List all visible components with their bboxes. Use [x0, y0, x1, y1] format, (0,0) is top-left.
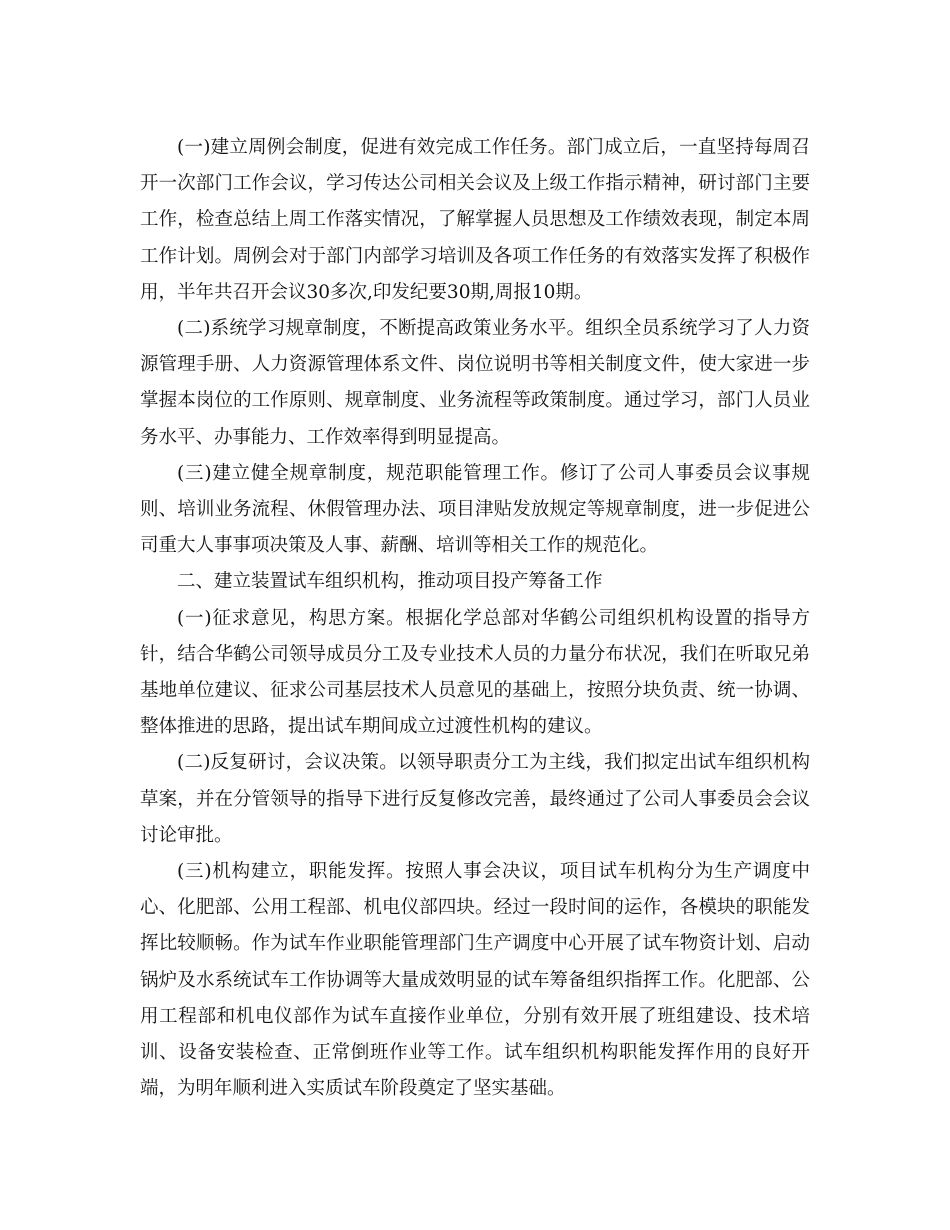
paragraph-improve-regulations: (三)建立健全规章制度，规范职能管理工作。修订了公司人事委员会议事规则、培训业务流程、休假管理办法、项目津贴发放规定等规章制度，进一步促进公司重大人事事项决策及人事、薪酬、培训等相关工作的规范化。 — [140, 462, 810, 557]
paragraph-weekly-meeting: (一)建立周例会制度，促进有效完成工作任务。部门成立后，一直坚持每周召开一次部门工作会议，学习传达公司相关会议及上级工作指示精神，研讨部门主要工作，检查总结上周工作落实情况，了解掌握人员思想及工作绩效表现，制定本周工作计划。周例会对于部门内部学习培训及各项工作任务的有效落实发挥了积极作用，半年共召开会议30多次,印发纪要30期,周报10期。 — [140, 137, 810, 303]
paragraph-solicit-opinions: (一)征求意见，构思方案。根据化学总部对华鹤公司组织机构设置的指导方针，结合华鹤公司领导成员分工及专业技术人员的力量分布状况，我们在听取兄弟基地单位建议、征求公司基层技术人员意见的基础上，按照分块负责、统一协调、整体推进的思路，提出试车期间成立过渡性机构的建议。 — [140, 607, 810, 738]
paragraph-organization-established: (三)机构建立，职能发挥。按照人事会决议，项目试车机构分为生产调度中心、化肥部、公用工程部、机电仪部四块。经过一段时间的运作，各模块的职能发挥比较顺畅。作为试车作业职能管理部门生产调度中心开展了试车物资计划、启动锅炉及水系统试车工作协调等大量成效明显的试车筹备组织指挥工作。化肥部、公用工程部和机电仪部作为试车直接作业单位，分别有效开展了班组建设、技术培训、设备安装检查、正常倒班作业等工作。试车组织机构职能发挥作用的良好开端，为明年顺利进入实质试车阶段奠定了坚实基础。 — [140, 861, 810, 1100]
section-heading-trial-organization: 二、建立装置试车组织机构，推动项目投产筹备工作 — [177, 571, 603, 593]
document-body — [140, 130, 810, 1107]
paragraph-study-regulations: (二)系统学习规章制度，不断提高政策业务水平。组织全员系统学习了人力资源管理手册、人力资源管理体系文件、岗位说明书等相关制度文件，使大家进一步掌握本岗位的工作原则、规章制度、业务流程等政策制度。通过学习，部门人员业务水平、办事能力、工作效率得到明显提高。 — [140, 318, 810, 448]
paragraph-repeated-discussion: (二)反复研讨，会议决策。以领导职责分工为主线，我们拟定出试车组织机构草案，并在分管领导的指导下进行反复修改完善，最终通过了公司人事委员会会议讨论审批。 — [140, 752, 810, 846]
